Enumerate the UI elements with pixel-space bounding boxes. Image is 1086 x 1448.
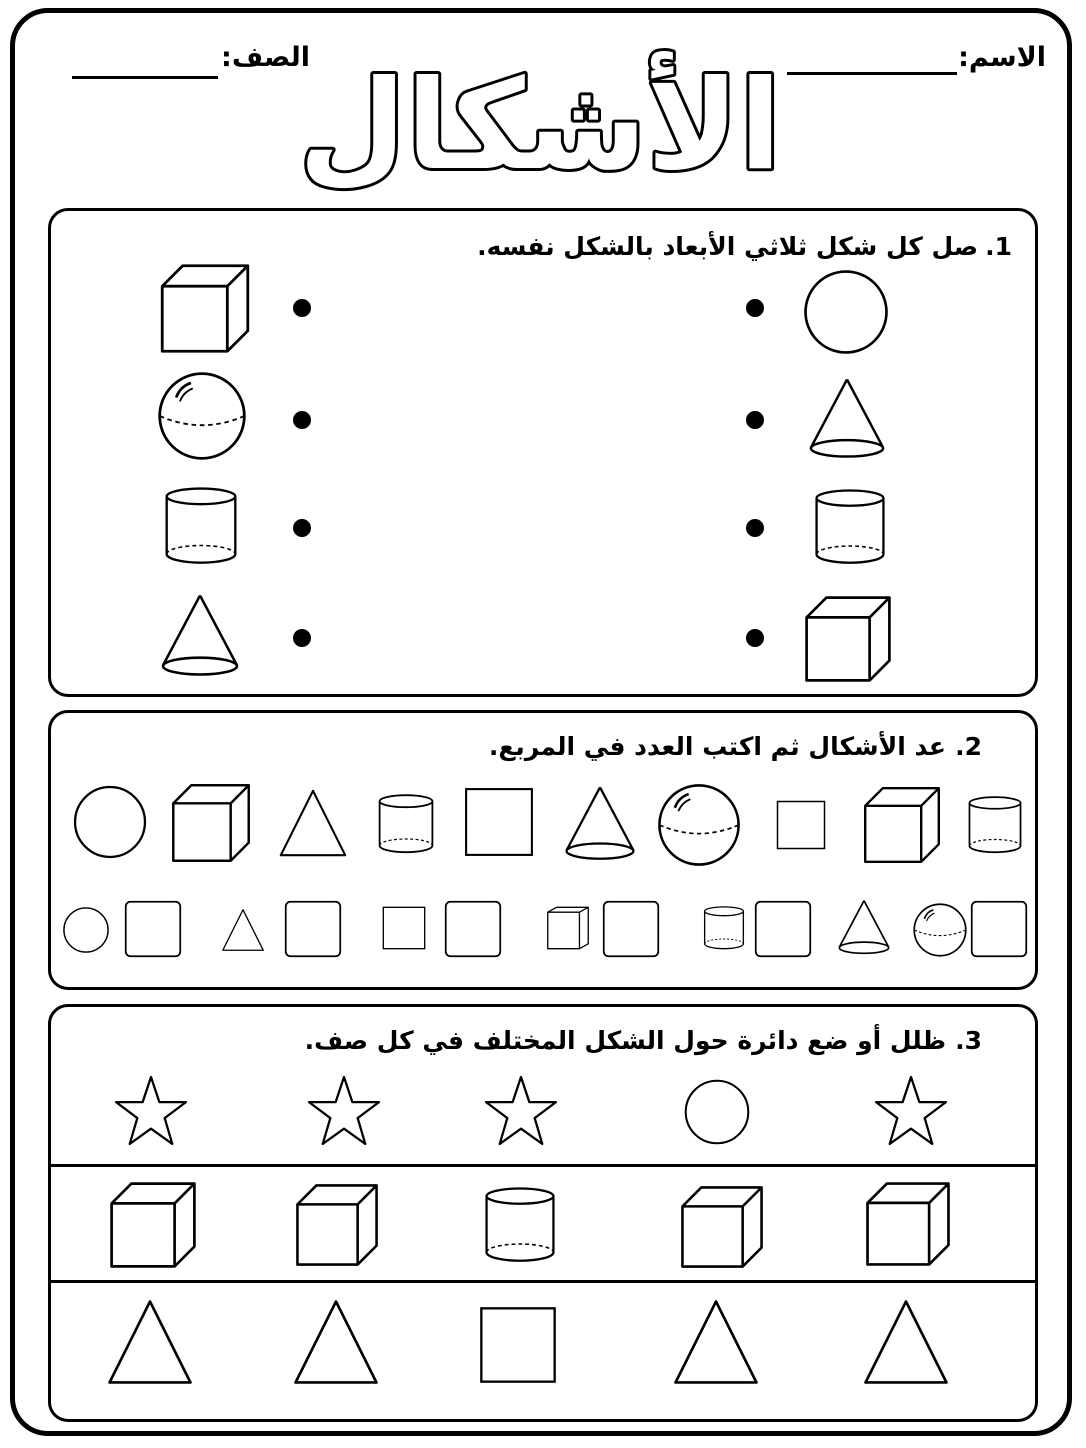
row-divider: [50, 1164, 1036, 1167]
answer-box[interactable]: [602, 898, 660, 960]
cube-icon: [155, 262, 255, 355]
class-label: الصف:: [221, 42, 310, 73]
star-icon[interactable]: [872, 1074, 950, 1150]
cylinder-icon: [376, 780, 436, 868]
square-icon: [464, 786, 534, 858]
answer-box[interactable]: [444, 898, 502, 960]
answer-box[interactable]: [754, 898, 812, 960]
square-icon: [382, 906, 426, 950]
triangle-icon[interactable]: [288, 1298, 384, 1386]
circle-icon[interactable]: [683, 1078, 751, 1146]
triangle-icon[interactable]: [100, 1298, 200, 1386]
cylinder-icon: [702, 898, 746, 958]
cone-icon: [806, 370, 888, 466]
circle-icon: [62, 906, 110, 954]
match-dot-left-1[interactable]: [292, 298, 312, 318]
triangle-icon[interactable]: [666, 1298, 766, 1386]
class-field[interactable]: [72, 76, 218, 79]
match-dot-right-1[interactable]: [745, 298, 765, 318]
star-icon[interactable]: [305, 1074, 383, 1150]
prism-icon: [546, 898, 590, 958]
match-dot-right-3[interactable]: [745, 518, 765, 538]
triangle-icon[interactable]: [858, 1298, 954, 1386]
circle-icon: [72, 784, 148, 860]
odd-one-out-instruction: ظلل أو ضع دائرة حول الشكل المختلف في كل صف.: [304, 1026, 946, 1055]
cube-icon: [862, 784, 942, 866]
cone-icon: [158, 586, 242, 684]
row-divider: [50, 1280, 1036, 1283]
answer-box[interactable]: [970, 898, 1028, 960]
name-field[interactable]: [787, 72, 957, 75]
match-instruction: صل كل شكل ثلاثي الأبعاد بالشكل نفسه.: [477, 232, 978, 261]
cube-icon: [800, 594, 896, 684]
cube-icon[interactable]: [292, 1182, 382, 1268]
cone-icon: [562, 780, 638, 866]
square-icon[interactable]: [478, 1306, 558, 1384]
star-icon[interactable]: [482, 1074, 560, 1150]
triangle-icon: [274, 788, 352, 858]
sphere-icon: [156, 370, 248, 462]
rectangle-icon: [760, 800, 842, 850]
name-label: الاسم:: [958, 42, 1046, 73]
cube-icon: [170, 782, 252, 864]
count-instruction: عد الأشكال ثم اكتب العدد في المربع.: [488, 732, 946, 761]
odd-one-out-number: 3.: [955, 1026, 982, 1055]
count-number: 2.: [955, 732, 982, 761]
sphere-icon: [912, 902, 968, 958]
circle-icon: [802, 268, 890, 356]
star-icon[interactable]: [112, 1074, 190, 1150]
triangle-icon: [218, 908, 268, 952]
match-number: 1.: [985, 232, 1012, 261]
sphere-icon: [656, 782, 742, 868]
cube-icon[interactable]: [676, 1184, 768, 1270]
match-dot-left-2[interactable]: [292, 410, 312, 430]
cylinder-icon: [812, 476, 888, 578]
match-dot-right-2[interactable]: [745, 410, 765, 430]
cube-icon[interactable]: [106, 1180, 200, 1270]
match-dot-right-4[interactable]: [745, 628, 765, 648]
match-dot-left-4[interactable]: [292, 628, 312, 648]
cylinder-icon[interactable]: [482, 1182, 558, 1268]
page-title-text: الأشكال: [298, 54, 782, 198]
cylinder-icon: [162, 476, 240, 576]
page-title: [300, 50, 780, 200]
cube-icon[interactable]: [862, 1180, 954, 1268]
cylinder-icon: [966, 782, 1024, 868]
answer-box[interactable]: [284, 898, 342, 960]
cone-icon: [836, 898, 892, 956]
answer-box[interactable]: [124, 898, 182, 960]
match-dot-left-3[interactable]: [292, 518, 312, 538]
